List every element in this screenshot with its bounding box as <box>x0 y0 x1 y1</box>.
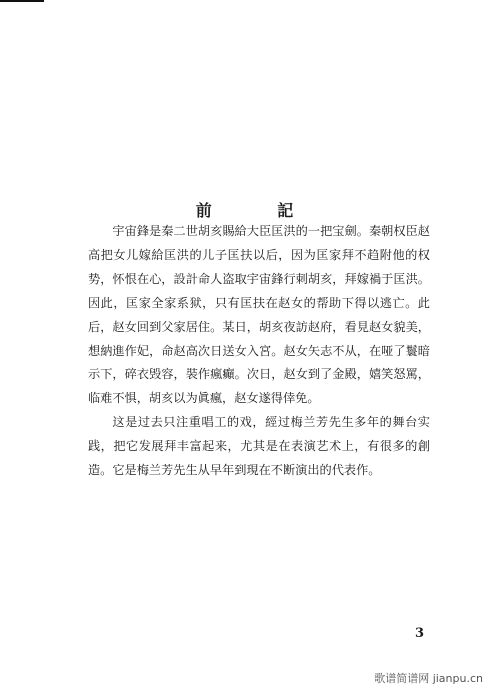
body-text <box>88 220 430 483</box>
page-title: 前 記 <box>195 201 324 220</box>
paragraph-1: 宇宙鋒是秦二世胡亥賜給大臣匡洪的一把宝劍。秦朝权臣赵高把女儿嫁給匡洪的儿子匡扶以后，因为匡家拜不趋附他的权势，怀恨在心，設計命人盗取宇宙鋒行刺胡亥，拜嫁禍于匡洪。因此，匡家全家系狱，只有匡扶在赵女的帮助下得以逃亡。此后，赵女回到父家居住。某日，胡亥夜訪赵府，看見赵女貌美，想納進作妃，命赵高次日送女入宮。赵女矢志不从，在哑了鬟暗示下，碎衣毁容，裝作瘋癲。次日，赵女到了金殿，嬉笑怒罵，临难不惧，胡亥以为眞瘋，赵女遂得倖免。 <box>88 224 430 406</box>
top-edge-rule <box>0 0 44 2</box>
paragraph-2: 这是过去只注重唱工的戏，經过梅兰芳先生多年的舞台实践，把它发展拜丰富起来，尤其是在表演艺术上，有很多的創造。它是梅兰芳先生从早年到現在不断演出的代表作。 <box>88 415 430 478</box>
page-number: 3 <box>415 626 425 641</box>
watermark: 歌谱简谱网 jianpu.cn <box>374 672 483 685</box>
